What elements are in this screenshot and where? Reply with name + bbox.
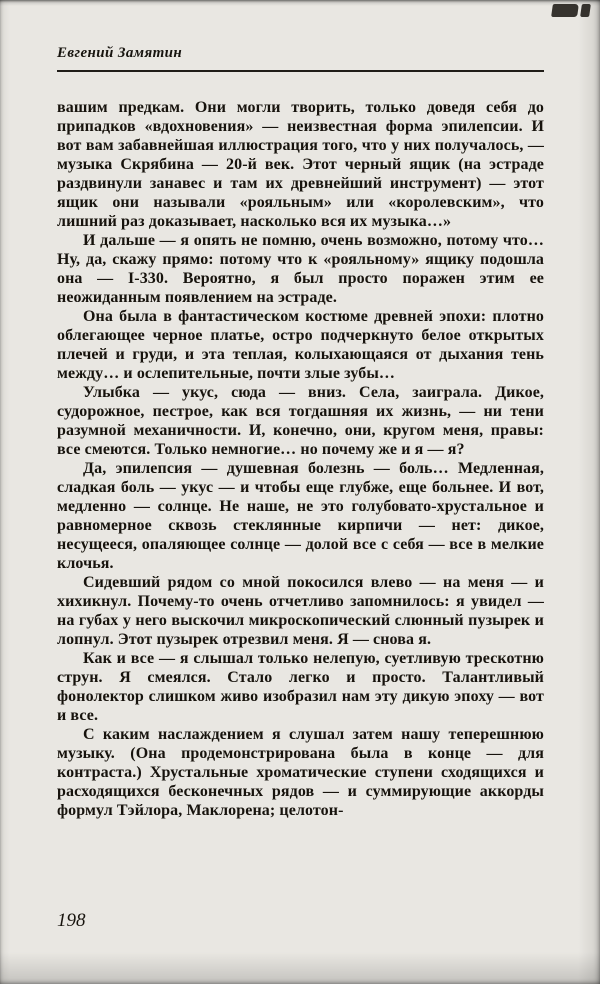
header-rule bbox=[57, 70, 544, 72]
paragraph: Да, эпилепсия — душевная болезнь — боль… Медленная, сладкая боль — укус — и чтобы еще глубже, еще больнее. И вот, медленно — солнце. Не наше, не это голубовато-хрустальное и равномерное сквозь стеклянные кирпичи — нет: дикое, несущееся, опаляющее солнце — долой все с себя — все в мелкие клочья. bbox=[57, 460, 544, 572]
paragraph: Сидевший рядом со мной покосился влево — на меня — и хихикнул. Почему-то очень отчетливо запомнилось: я увидел — на губах у него выскочил микроскопический слюнный пузырек и лопнул. Этот пузырек отрезвил меня. Я — снова я. bbox=[57, 574, 544, 648]
paragraph: И дальше — я опять не помню, очень возможно, потому что… Ну, да, скажу прямо: потому что к «рояльному» ящику подошла она — I-330. Вероятно, я был просто поражен этим ее неожиданным появлением на эстраде. bbox=[57, 232, 544, 306]
paragraph: Как и все — я слышал только нелепую, суетливую трескотню струн. Я смеялся. Стало легко и просто. Талантливый фонолектор слишком живо изобразил нам эту дикую эпоху — вот и все. bbox=[57, 650, 544, 724]
paragraph: Улыбка — укус, сюда — вниз. Села, заиграла. Дикое, судорожное, пестрое, как вся тогдашняя их жизнь, — ни тени разумной механичности. И, конечно, они, кругом меня, правы: все смеются. Только немногие… но почему же и я — я? bbox=[57, 384, 544, 458]
paragraph: вашим предкам. Они могли творить, только доведя себя до припадков «вдохновения» — неизвестная форма эпилепсии. И вот вам забавнейшая иллюстрация того, что у них получалось, — музыка Скрябина — 20-й век. Этот черный ящик (на эстраде раздвинули занавес и там их древнейший инструмент) — этот ящик они называли «рояльным» или «королевским», что лишний раз доказывает, насколько вся их музыка…» bbox=[57, 99, 544, 230]
scan-smudge bbox=[551, 4, 579, 17]
page-number: 198 bbox=[57, 910, 86, 931]
paragraph: С каким наслаждением я слушал затем нашу теперешнюю музыку. (Она продемонстрирована была в конце — для контраста.) Хрустальные хроматические ступени сходящихся и расходящихся бесконечных рядов — и суммирующие аккорды формул Тэйлора, Маклорена; целотон- bbox=[57, 726, 544, 819]
page-text bbox=[57, 98, 544, 900]
paragraph: Она была в фантастическом костюме древней эпохи: плотно облегающее черное платье, остро подчеркнуто белое открытых плечей и груди, и эта теплая, колыхающаяся от дыхания тень между… и ослепительные, почти злые зубы… bbox=[57, 308, 544, 382]
running-header bbox=[57, 44, 544, 72]
author-name: Евгений Замятин bbox=[57, 45, 183, 61]
